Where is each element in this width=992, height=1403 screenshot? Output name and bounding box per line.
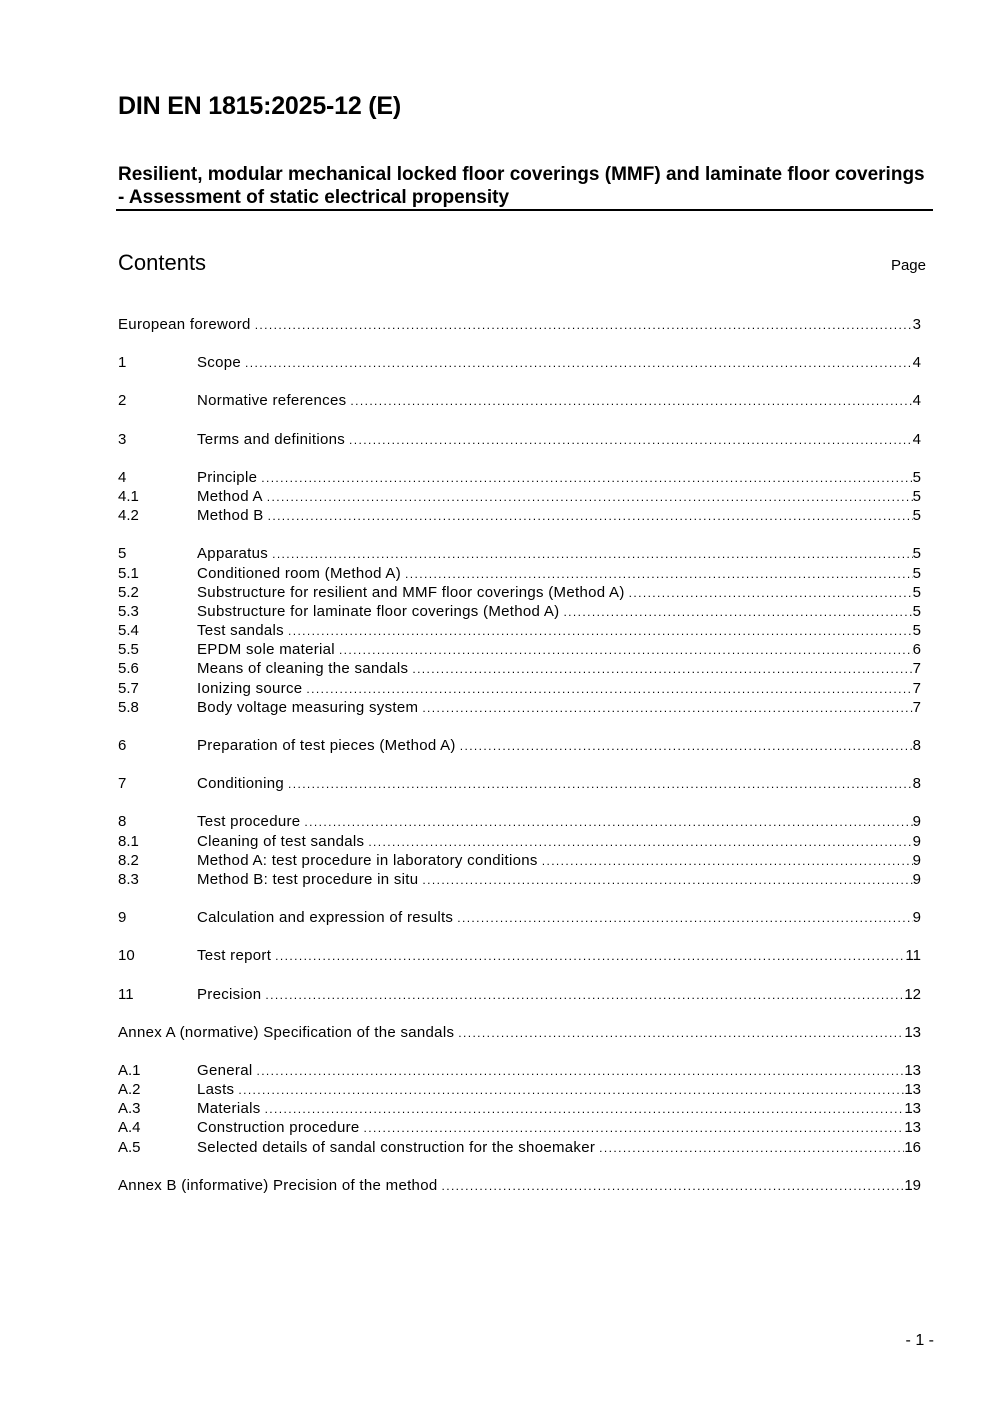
toc-entry-page: 13	[904, 1023, 921, 1041]
toc-dot-leader	[255, 316, 913, 334]
toc-entry-page: 19	[904, 1176, 921, 1194]
toc-entry-page: 13	[904, 1061, 921, 1079]
toc-entry-number: 10	[118, 947, 135, 965]
toc-entry-page: 4	[912, 392, 921, 410]
toc-dot-leader	[265, 1100, 905, 1118]
toc-entry[interactable]	[118, 985, 921, 1004]
toc-entry-title: Method A: test procedure in laboratory conditions	[197, 851, 538, 869]
toc-entry[interactable]	[118, 468, 921, 487]
toc-entry-title: General	[197, 1061, 253, 1079]
toc-entry-title: Cleaning of test sandals	[197, 832, 365, 850]
toc-dot-leader	[422, 699, 912, 717]
toc-entry-number: 5.8	[118, 698, 139, 716]
toc-entry-title: Precision	[197, 985, 262, 1003]
toc-dot-leader	[629, 584, 913, 602]
toc-entry-title: Body voltage measuring system	[197, 698, 419, 716]
toc-entry-number: 8.3	[118, 870, 139, 888]
toc-entry-page: 7	[912, 660, 921, 678]
toc-entry-title: Scope	[197, 354, 242, 372]
toc-dot-leader	[422, 871, 912, 889]
toc-entry-page: 8	[912, 775, 921, 793]
toc-entry[interactable]	[118, 832, 921, 851]
contents-heading: Contents	[118, 250, 207, 275]
toc-entry[interactable]	[118, 640, 921, 659]
toc-entry-title: Conditioned room (Method A)	[197, 564, 402, 582]
toc-entry[interactable]	[118, 1061, 921, 1080]
toc-entry-number: 11	[118, 985, 134, 1003]
toc-entry[interactable]	[118, 1118, 921, 1137]
toc-entry-page: 7	[912, 698, 921, 716]
toc-dot-leader	[542, 852, 913, 870]
toc-entry-number: 4.2	[118, 507, 139, 525]
toc-entry-title: Conditioning	[197, 775, 284, 793]
toc-entry-number: A.4	[118, 1119, 141, 1137]
toc-entry[interactable]	[118, 602, 921, 621]
toc-entry-page: 5	[912, 622, 921, 640]
document-title: Resilient, modular mechanical locked floor coverings (MMF) and laminate floor coverings - Assessment of static electrical propensity	[118, 164, 925, 208]
toc-dot-leader	[457, 909, 912, 927]
toc-entry-title: Test procedure	[197, 813, 301, 831]
toc-dot-leader	[563, 603, 912, 621]
toc-entry-number: 5.3	[118, 602, 139, 620]
toc-entry-page: 5	[912, 468, 921, 486]
toc-entry[interactable]	[118, 1023, 921, 1042]
toc-entry[interactable]	[118, 315, 921, 334]
toc-entry[interactable]	[118, 583, 921, 602]
toc-entry-number: 8.1	[118, 832, 139, 850]
toc-entry[interactable]	[118, 870, 921, 889]
toc-entry-number: A.5	[118, 1138, 141, 1156]
toc-dot-leader	[405, 565, 913, 583]
toc-dot-leader	[364, 1119, 905, 1137]
toc-entry-title: Selected details of sandal construction for the shoemaker	[197, 1138, 596, 1156]
toc-entry-title: Terms and definitions	[197, 430, 346, 448]
toc-entry-page: 4	[912, 354, 921, 372]
toc-entry-page: 13	[904, 1119, 921, 1137]
toc-entry-page: 5	[912, 583, 921, 601]
toc-entry-title: Apparatus	[197, 545, 269, 563]
toc-entry-page: 5	[912, 487, 921, 505]
toc-entry-title: Means of cleaning the sandals	[197, 660, 409, 678]
toc-entry-number: 4.1	[118, 487, 139, 505]
toc-entry-page: 4	[912, 430, 921, 448]
toc-entry-number: 5.6	[118, 660, 139, 678]
toc-entry[interactable]	[118, 353, 921, 372]
toc-dot-leader	[268, 507, 913, 525]
toc-entry-number: 8	[118, 813, 127, 831]
page-column-label: Page	[890, 257, 926, 274]
toc-entry-number: A.3	[118, 1100, 141, 1118]
toc-entry-page: 12	[904, 985, 921, 1003]
toc-entry[interactable]	[118, 1176, 921, 1195]
toc-entry-title: Substructure for resilient and MMF floor coverings (Method A)	[197, 583, 625, 601]
toc-entry-number: 5.1	[118, 564, 139, 582]
title-underline-divider	[116, 209, 933, 211]
toc-dot-leader	[306, 680, 912, 698]
toc-dot-leader	[349, 431, 913, 449]
toc-dot-leader	[238, 1081, 904, 1099]
toc-entry-title: Substructure for laminate floor coverings (Method A)	[197, 602, 560, 620]
toc-dot-leader	[412, 660, 912, 678]
toc-entry-page: 13	[904, 1081, 921, 1099]
toc-entry-page: 9	[912, 813, 921, 831]
toc-dot-leader	[272, 545, 913, 563]
toc-entry[interactable]	[118, 736, 921, 755]
toc-dot-leader	[458, 1024, 904, 1042]
toc-entry[interactable]	[118, 564, 921, 583]
toc-dot-leader	[441, 1177, 904, 1195]
toc-entry-page: 5	[912, 602, 921, 620]
toc-dot-leader	[350, 392, 912, 410]
toc-entry-title: Method B: test procedure in situ	[197, 870, 419, 888]
toc-entry-number: A.2	[118, 1081, 141, 1099]
toc-entry-title: Ionizing source	[197, 679, 303, 697]
toc-dot-leader	[599, 1139, 904, 1157]
toc-entry[interactable]	[118, 506, 921, 525]
toc-entry-page: 3	[912, 316, 921, 333]
toc-entry[interactable]	[118, 679, 921, 698]
toc-entry[interactable]	[118, 812, 921, 831]
toc-entry-number: 9	[118, 909, 127, 927]
toc-dot-leader	[256, 1062, 904, 1080]
toc-entry-page: 11	[905, 947, 921, 965]
toc-dot-leader	[288, 775, 913, 793]
toc-dot-leader	[460, 737, 913, 755]
toc-entry-number: 5	[118, 545, 127, 563]
toc-entry-title: Annex B (informative) Precision of the method	[118, 1176, 438, 1194]
toc-entry[interactable]	[118, 1099, 921, 1118]
toc-entry[interactable]	[118, 946, 921, 965]
toc-entry-page: 7	[912, 679, 921, 697]
toc-dot-leader	[267, 488, 913, 506]
toc-entry-page: 8	[912, 737, 921, 754]
toc-entry[interactable]	[118, 659, 921, 678]
toc-entry[interactable]	[118, 621, 921, 640]
toc-entry-page: 6	[912, 641, 921, 659]
toc-entry-page: 5	[912, 507, 921, 525]
toc-entry[interactable]	[118, 908, 921, 927]
toc-entry[interactable]	[118, 544, 921, 563]
toc-entry[interactable]	[118, 851, 921, 870]
toc-entry-page: 13	[904, 1100, 921, 1118]
toc-entry-page: 9	[912, 909, 921, 927]
toc-entry[interactable]	[118, 487, 921, 506]
toc-entry-number: A.1	[118, 1061, 141, 1079]
toc-entry[interactable]	[118, 698, 921, 717]
toc-dot-leader	[339, 641, 913, 659]
toc-entry-title: Principle	[197, 468, 258, 486]
toc-entry-title: Test sandals	[197, 622, 284, 640]
toc-entry-number: 5.5	[118, 641, 139, 659]
toc-entry-title: Test report	[197, 947, 272, 965]
toc-entry-title: Method A	[197, 487, 263, 505]
toc-entry-title: Method B	[197, 507, 264, 525]
toc-entry-number: 1	[118, 354, 127, 372]
toc-dot-leader	[368, 833, 912, 851]
toc-entry-title: Normative references	[197, 392, 347, 410]
toc-entry-number: 7	[118, 775, 127, 793]
toc-dot-leader	[245, 354, 913, 372]
toc-entry-page: 16	[904, 1138, 921, 1156]
toc-entry-title: Preparation of test pieces (Method A)	[197, 737, 456, 754]
toc-entry-number: 5.7	[118, 679, 139, 697]
toc-entry[interactable]	[118, 391, 921, 410]
toc-dot-leader	[288, 622, 913, 640]
page-number: - 1 -	[905, 1332, 934, 1349]
toc-entry-page: 5	[912, 564, 921, 582]
toc-entry-number: 6	[118, 737, 127, 754]
toc-entry-page: 5	[912, 545, 921, 563]
toc-entry-title: European foreword	[118, 316, 251, 333]
toc-dot-leader	[261, 469, 912, 487]
toc-entry-number: 8.2	[118, 851, 139, 869]
toc-entry-number: 4	[118, 468, 127, 486]
toc-entry-number: 5.2	[118, 583, 139, 601]
table-of-contents	[118, 315, 921, 1195]
toc-entry-number: 5.4	[118, 622, 139, 640]
toc-entry[interactable]	[118, 1080, 921, 1099]
toc-entry-page: 9	[912, 832, 921, 850]
toc-entry-number: 3	[118, 430, 127, 448]
toc-entry-title: Lasts	[197, 1081, 235, 1099]
toc-entry[interactable]	[118, 430, 921, 449]
toc-dot-leader	[304, 813, 912, 831]
toc-entry[interactable]	[118, 774, 921, 793]
document-identifier: DIN EN 1815:2025-12 (E)	[118, 92, 402, 120]
toc-entry-title: Calculation and expression of results	[197, 909, 454, 927]
toc-entry-title: Materials	[197, 1100, 261, 1118]
toc-dot-leader	[275, 947, 905, 965]
toc-entry[interactable]	[118, 1138, 921, 1157]
toc-entry-page: 9	[912, 851, 921, 869]
toc-entry-title: EPDM sole material	[197, 641, 335, 659]
toc-dot-leader	[265, 986, 904, 1004]
toc-entry-title: Construction procedure	[197, 1119, 360, 1137]
toc-entry-title: Annex A (normative) Specification of the sandals	[118, 1023, 455, 1041]
toc-entry-number: 2	[118, 392, 127, 410]
toc-entry-page: 9	[912, 870, 921, 888]
